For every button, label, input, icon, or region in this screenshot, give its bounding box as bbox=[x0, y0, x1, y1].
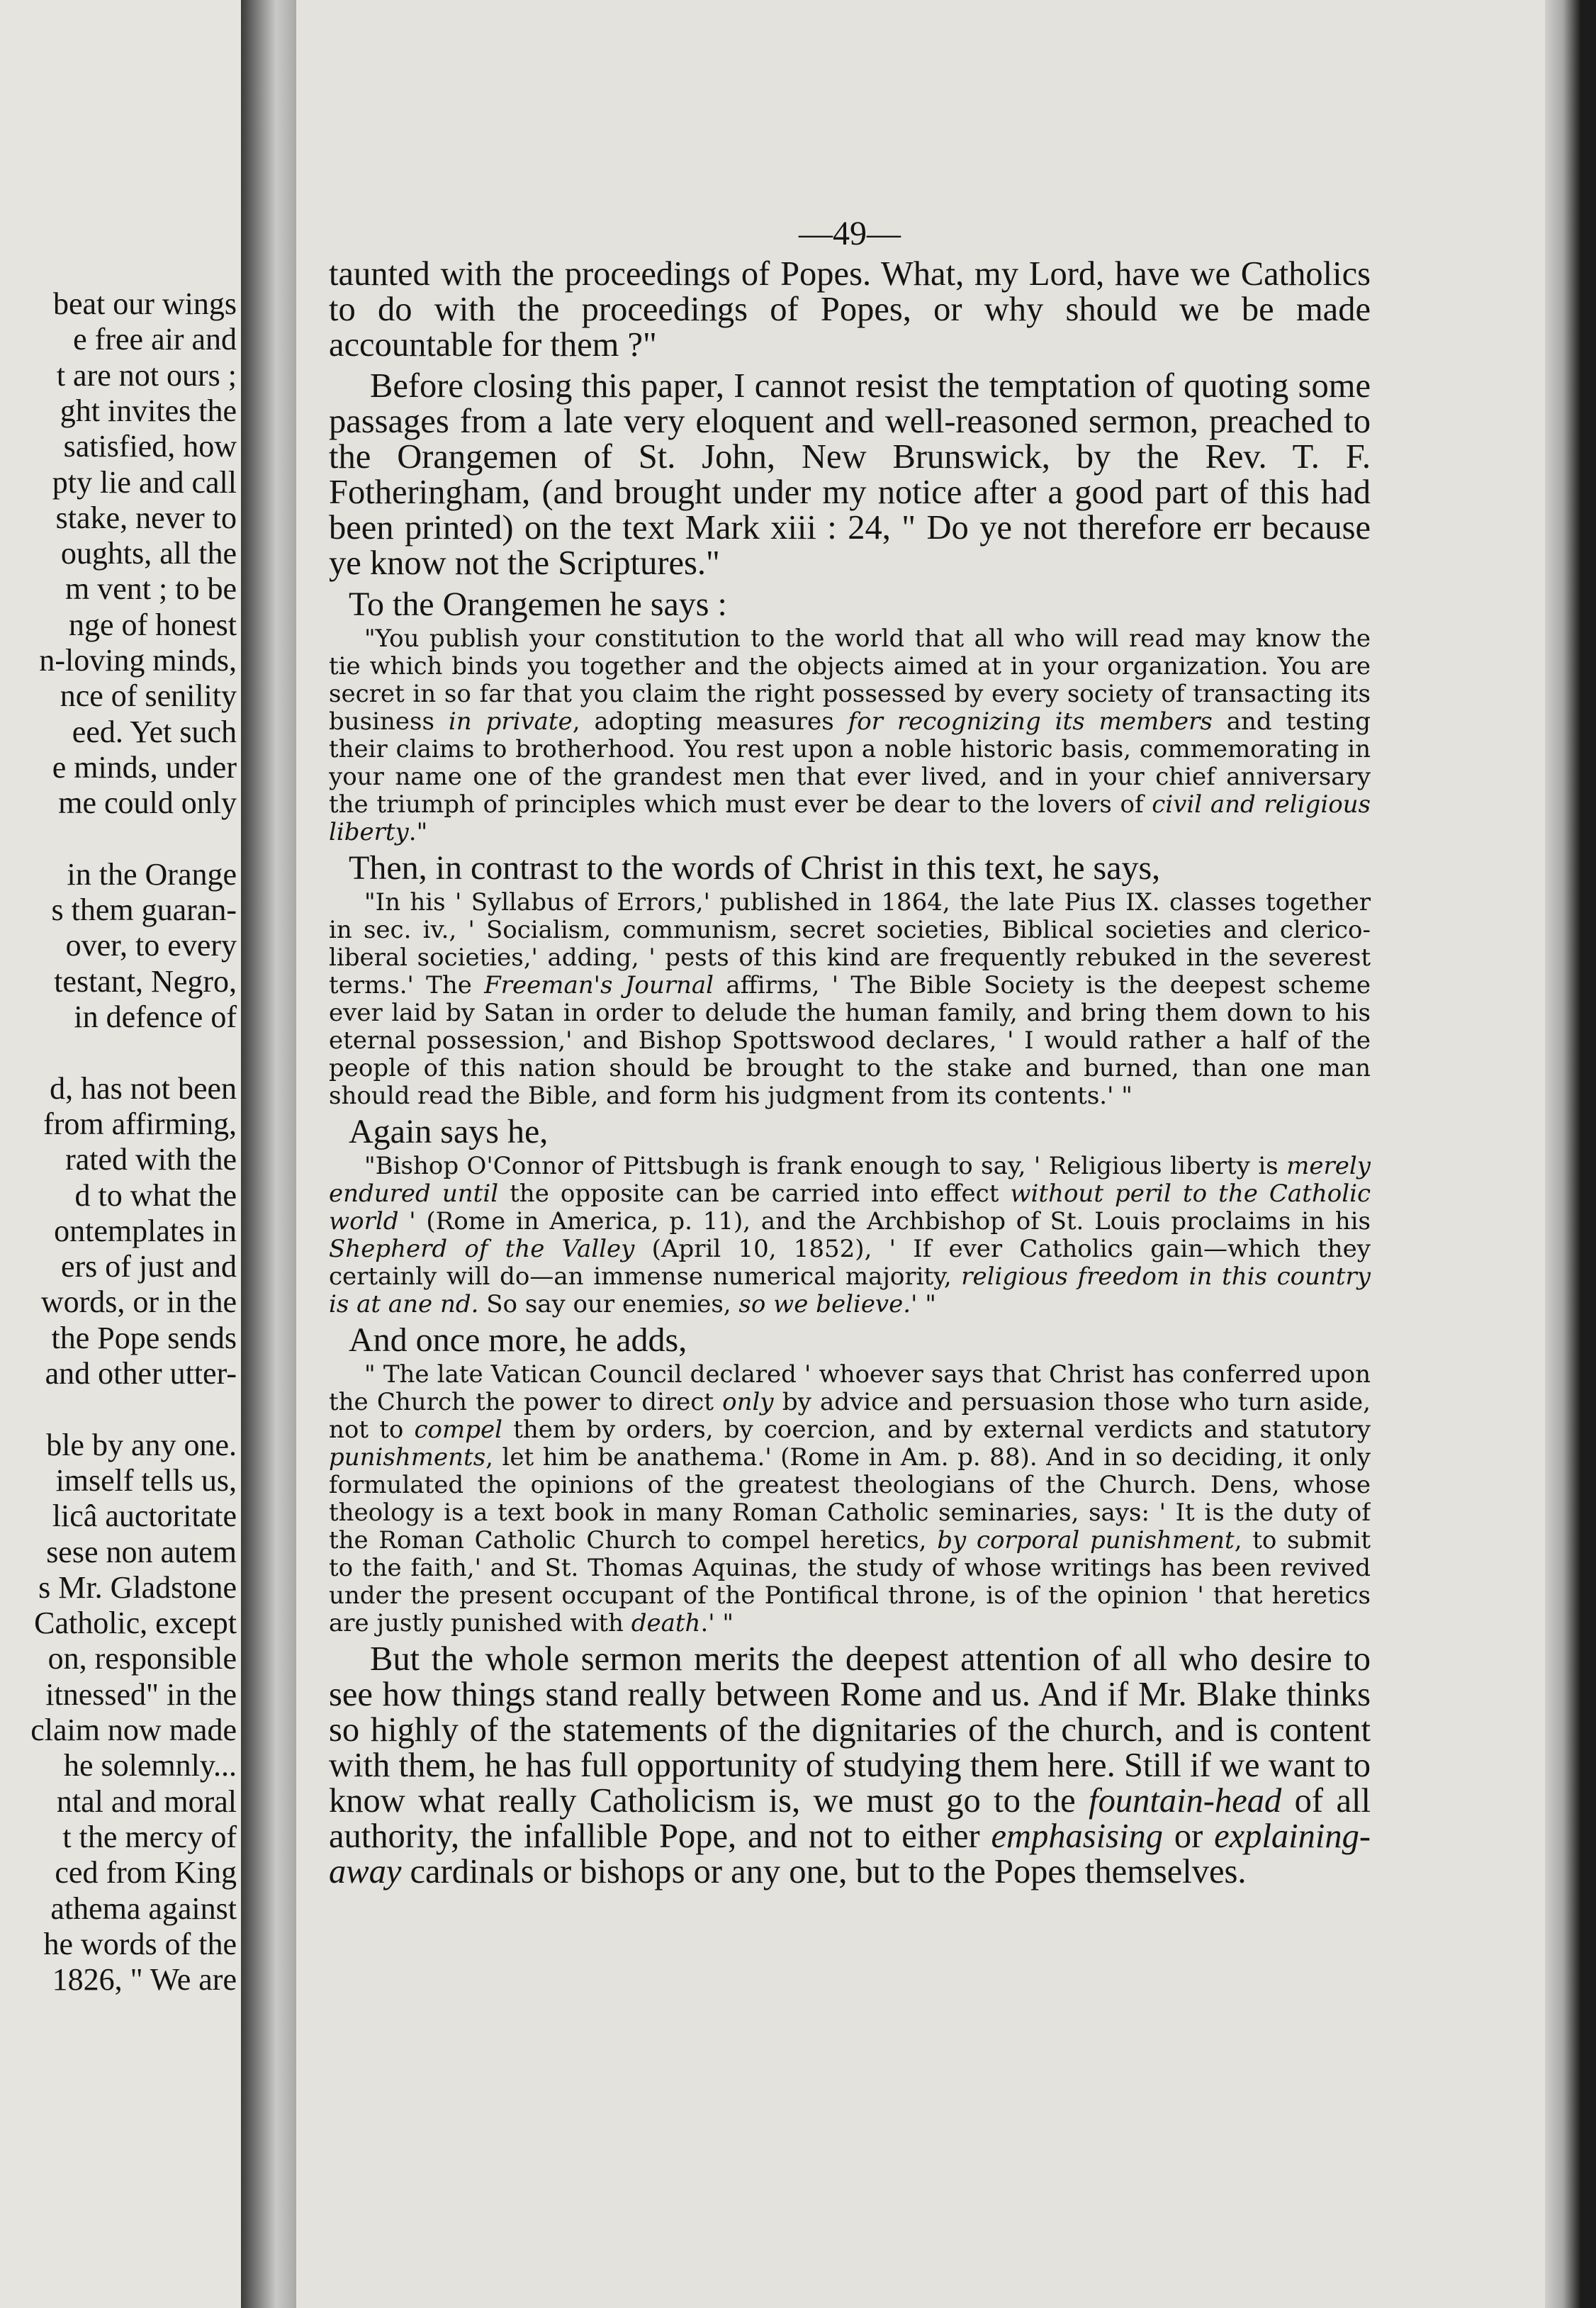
left-page-line: he words of the bbox=[43, 1926, 237, 1961]
left-page-line: testant, Negro, bbox=[54, 963, 237, 999]
left-page-line: ers of just and bbox=[60, 1249, 237, 1284]
left-page-line: d to what the bbox=[74, 1177, 237, 1213]
left-page-line: ntal and moral bbox=[56, 1783, 237, 1819]
left-page-line: eed. Yet such bbox=[72, 714, 237, 749]
left-page-line: over, to every bbox=[65, 928, 237, 963]
left-page-line: sese non autem bbox=[46, 1534, 237, 1569]
left-page-line: e minds, under bbox=[52, 749, 237, 785]
left-page-line: m vent ; to be bbox=[65, 571, 237, 607]
left-page-line: itnessed" in the bbox=[45, 1676, 237, 1712]
left-page-line: licâ auctoritate bbox=[52, 1498, 237, 1534]
left-page-line: claim now made bbox=[30, 1713, 237, 1747]
left-page-line: d, has not been bbox=[50, 1070, 237, 1106]
left-page-line: nge of honest bbox=[68, 607, 237, 642]
left-page-line: Catholic, except bbox=[34, 1606, 237, 1641]
paragraph-final: But the whole sermon merits the deepest attention of all who desire to see how things stand really between Rome and us. And if Mr. Blake thinks so highly of the statements of the dignitaries of the church, and is content with them, he has full opportunity of studying them here. Still if we want to know what really Catholicism is, we must go to the fountain-head of all authority, the infallible Pope, and not to either emphasising or explaining-away cardinals or bishops or any one, but to the Popes themselves. bbox=[329, 1640, 1371, 1890]
left-page-line: s Mr. Gladstone bbox=[38, 1569, 237, 1605]
left-page-line: oughts, all the bbox=[60, 536, 237, 571]
left-page-line: imself tells us, bbox=[55, 1462, 237, 1498]
left-page-line: me could only bbox=[58, 785, 237, 821]
left-page-text bbox=[0, 0, 249, 2308]
left-page-line: t the mercy of bbox=[62, 1819, 237, 1854]
page-content bbox=[329, 213, 1371, 2084]
left-page-line: rated with the bbox=[65, 1142, 237, 1177]
left-page-line: n-loving minds, bbox=[39, 643, 237, 678]
left-page-line: ght invites the bbox=[60, 393, 237, 428]
left-page-line: e free air and bbox=[73, 322, 237, 357]
left-page-line: ced from King bbox=[55, 1855, 237, 1890]
quote-1: "You publish your constitution to the world that all who will read may know the tie which binds you together and the objects aimed at in your organization. You are secret in so far that you claim the right possessed by every society of transacting its business in private, adopting measures for recognizing its members and testing their claims to brotherhood. You rest upon a noble historic basis, commemorating in your name one of the grandest men that ever lived, and in your chief anniversary the triumph of principles which must ever be dear to the lovers of civil and religious liberty." bbox=[329, 624, 1371, 846]
left-page-line: satisfied, how bbox=[63, 429, 237, 464]
page-edge-shadow bbox=[1545, 0, 1596, 2308]
left-page-line: the Pope sends bbox=[51, 1320, 237, 1355]
book-gutter bbox=[241, 0, 305, 2308]
quote-intro-3: Again says he, bbox=[349, 1113, 549, 1150]
left-page-line: in the Orange bbox=[67, 856, 237, 892]
quote-3: "Bishop O'Connor of Pittsbugh is frank enough to say, ' Religious liberty is merely endured until the opposite can be carried into effect without peril to the Catholic world ' (Rome in America, p. 11), and the Archbishop of St. Louis proclaims in his Shepherd of the Valley (April 10, 1852), ' If ever Catholics gain—which they certainly will do—an immense numerical majority, religious freedom in this country is at ane nd. So say our enemies, so we believe.' " bbox=[329, 1152, 1371, 1318]
left-page-line: from affirming, bbox=[43, 1106, 237, 1141]
left-page-fragment bbox=[0, 0, 249, 2308]
left-page-line: beat our wings bbox=[52, 286, 237, 321]
quote-4: " The late Vatican Council declared ' whoever says that Christ has conferred upon the Church the power to direct only by advice and persuasion those who turn aside, not to compel them by orders, by coercion, and by external verdicts and statutory punishments, let him be anathema.' (Rome in Am. p. 88). And in so deciding, it only formulated the opinions of the greatest theologians of the Church. Dens, whose theology is a text book in many Roman Catholic seminaries, says: ' It is the duty of the Roman Catholic Church to compel heretics, by corporal punishment, to submit to the faith,' and St. Thomas Aquinas, the study of whose writings has been revived under the present occupant of the Pontifical throne, is of the opinion ' that heretics are justly punished with death.' " bbox=[329, 1360, 1371, 1637]
right-page bbox=[296, 0, 1551, 2308]
quote-intro-2: Then, in contrast to the words of Christ in this text, he says, bbox=[349, 849, 1161, 887]
left-page-line: he solemnly... bbox=[64, 1748, 237, 1783]
quote-2: "In his ' Syllabus of Errors,' published in 1864, the late Pius IX. classes together in sec. iv., ' Socialism, communism, secret societies, Biblical societies and clerico-liberal societies,' adding, ' pests of this kind are frequently rebuked in the severest terms.' The Freeman's Journal affirms, ' The Bible Society is the deepest scheme ever laid by Satan in order to delude the human family, and bring them down to his eternal possession,' and Bishop Spottswood declares, ' I would rather a half of the people of this nation should be brought to the stake and burned, than one man should read the Bible, and form his judgment from its contents.' " bbox=[329, 888, 1371, 1110]
left-page-line: nce of senility bbox=[60, 678, 237, 714]
left-page-line: athema against bbox=[50, 1890, 237, 1926]
left-page-line: pty lie and call bbox=[52, 464, 237, 500]
quote-intro-4: And once more, he adds, bbox=[349, 1321, 687, 1359]
left-page-line: words, or in the bbox=[40, 1284, 237, 1320]
paragraph-2: Before closing this paper, I cannot resist the temptation of quoting some passages from a late very eloquent and well-reasoned sermon, preached to the Orangemen of St. John, New Brunswick, by the Rev. T. F. Fotheringham, (and brought under my notice after a good part of this had been printed) on the text Mark xiii : 24, " Do ye not therefore err because ye know not the Scriptures." bbox=[329, 367, 1371, 582]
left-page-line: ontemplates in bbox=[54, 1213, 237, 1248]
left-page-line: stake, never to bbox=[55, 500, 237, 535]
left-page-line: in defence of bbox=[74, 999, 237, 1034]
left-page-line: ble by any one. bbox=[46, 1427, 237, 1462]
left-page-line: and other utter- bbox=[45, 1356, 237, 1391]
left-page-line: s them guaran- bbox=[51, 892, 237, 928]
left-page-line: 1826, " We are bbox=[52, 1962, 237, 1998]
page-number: —49— bbox=[799, 215, 901, 252]
quote-intro-1: To the Orangemen he says : bbox=[349, 586, 727, 623]
left-page-line: on, responsible bbox=[47, 1641, 237, 1676]
paragraph-1: taunted with the proceedings of Popes. What, my Lord, have we Catholics to do with the proceedings of Popes, or why should we be made accountable for them ?" bbox=[329, 255, 1371, 364]
left-page-line: t are not ours ; bbox=[56, 357, 237, 393]
